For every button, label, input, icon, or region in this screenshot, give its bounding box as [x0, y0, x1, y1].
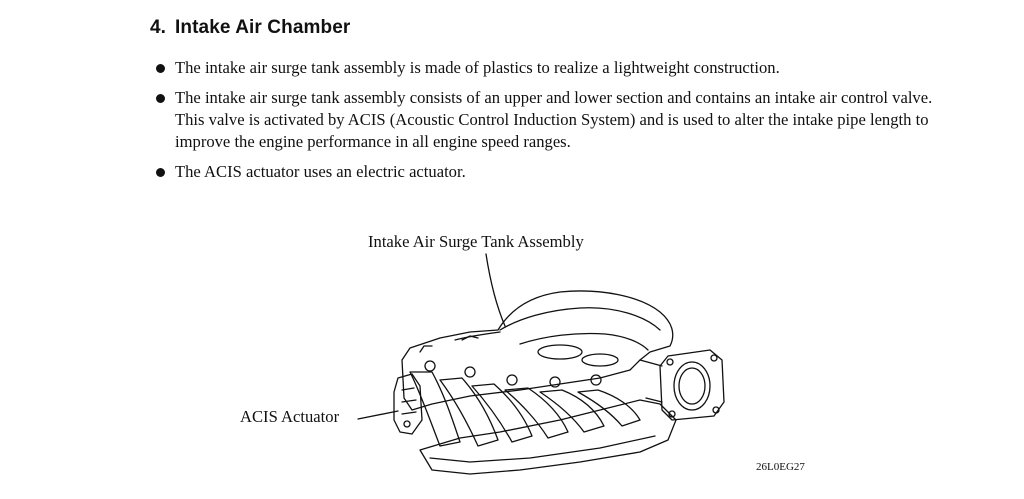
figure-code: 26L0EG27 [756, 461, 805, 473]
section-number: 4. [150, 17, 167, 38]
runner-4 [505, 388, 568, 438]
bullet-text: The intake air surge tank assembly is made of plastics to realize a lightweight construction. [175, 58, 780, 77]
surge-tank-label: Intake Air Surge Tank Assembly [368, 232, 584, 251]
acis-actuator-label: ACIS Actuator [240, 407, 340, 426]
bullet-text: The ACIS actuator uses an electric actuator. [175, 162, 466, 181]
section-title: Intake Air Chamber [175, 17, 351, 38]
actuator-leader-line [358, 411, 398, 419]
runner-2 [440, 378, 498, 446]
manifold-body [402, 291, 673, 410]
runner-5 [540, 390, 604, 432]
bullet-text: The intake air surge tank assembly consists of an upper and lower section and contains an intake air control valve. This valve is activated by ACIS (Acoustic Control Induction System) and is used to alter the intake pipe length to improve the engine performance in all engine speed ranges. [175, 88, 933, 151]
surge-tank-leader-line [486, 254, 505, 326]
